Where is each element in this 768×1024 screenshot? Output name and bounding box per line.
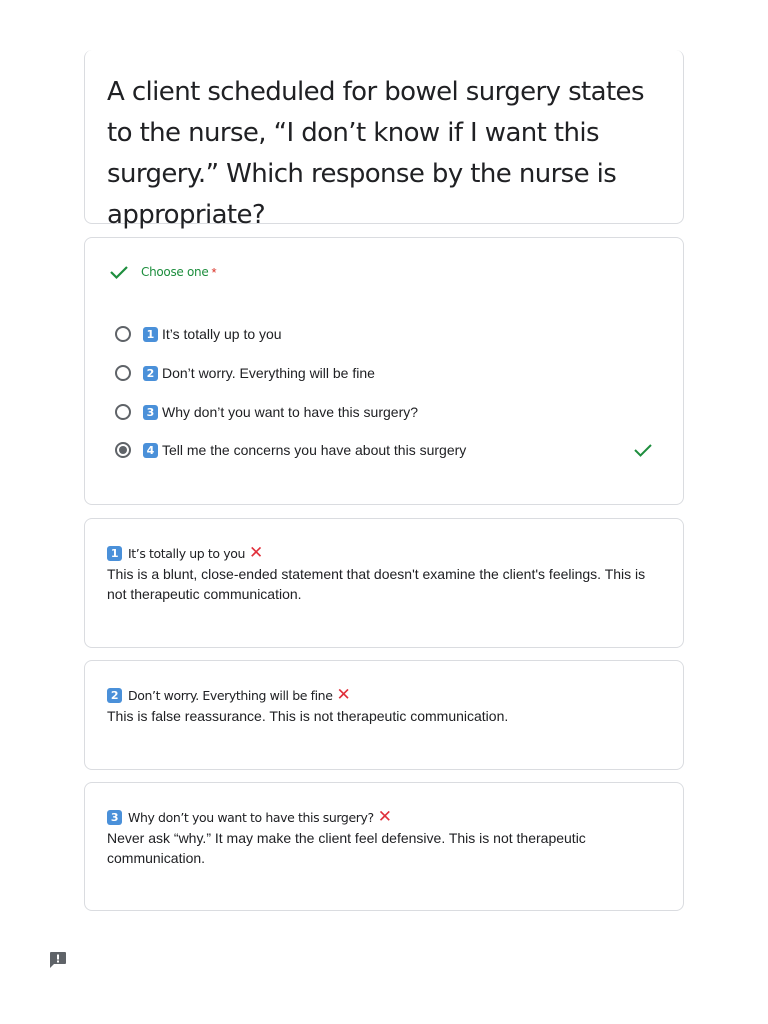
keycap-number-icon: 2 xyxy=(107,688,122,703)
option-label: Tell me the concerns you have about this surgery xyxy=(162,442,467,458)
explanation-card-2 xyxy=(84,660,684,770)
explanation-title: Don’t worry. Everything will be fine xyxy=(128,687,333,703)
radio-button[interactable] xyxy=(115,365,131,381)
keycap-number-icon: 4 xyxy=(143,443,158,458)
explanation-text: This is false reassurance. This is not therapeutic communication. xyxy=(107,708,509,724)
option-4[interactable] xyxy=(115,438,466,462)
option-3[interactable] xyxy=(115,400,418,424)
question-card xyxy=(84,237,684,505)
explanation-text: Never ask “why.” It may make the client feel defensive. This is not therapeutic communication. xyxy=(107,830,586,866)
explanation-card-1 xyxy=(84,518,684,648)
question-header xyxy=(109,264,217,280)
explanation-title: Why don’t you want to have this surgery? xyxy=(128,809,374,825)
keycap-number-icon: 3 xyxy=(107,810,122,825)
keycap-number-icon: 1 xyxy=(107,546,122,561)
option-label: Why don’t you want to have this surgery? xyxy=(162,404,419,420)
question-prompt: Choose one xyxy=(141,265,209,279)
check-icon xyxy=(109,264,129,280)
question-title-card xyxy=(84,50,684,230)
correct-check-icon xyxy=(633,442,653,463)
explanation-text: This is a blunt, close-ended statement that doesn't examine the client's feelings. This is not therapeutic communication. xyxy=(107,566,646,602)
explanation-title: It’s totally up to you xyxy=(128,545,245,561)
required-asterisk: * xyxy=(211,264,217,280)
cross-icon: ✕ xyxy=(377,806,392,827)
keycap-number-icon: 3 xyxy=(143,405,158,420)
explanation-heading xyxy=(107,543,661,563)
option-label: Don’t worry. Everything will be fine xyxy=(162,365,375,381)
cross-icon: ✕ xyxy=(336,684,351,705)
radio-button[interactable] xyxy=(115,326,131,342)
explanation-card-3 xyxy=(84,782,684,911)
option-2[interactable] xyxy=(115,361,375,385)
cross-icon: ✕ xyxy=(249,542,263,563)
option-label: It’s totally up to you xyxy=(162,326,282,342)
question-title: A client scheduled for bowel surgery states to the nurse, “I don’t know if I want this surgery.” Which response by the nurse is appropriate? xyxy=(107,77,644,230)
radio-button[interactable] xyxy=(115,404,131,420)
radio-button-selected[interactable] xyxy=(115,442,131,458)
explanation-heading xyxy=(107,807,661,827)
report-feedback-icon[interactable] xyxy=(48,950,68,975)
option-1[interactable] xyxy=(115,322,282,346)
explanation-heading xyxy=(107,685,661,705)
keycap-number-icon: 1 xyxy=(143,327,158,342)
keycap-number-icon: 2 xyxy=(143,366,158,381)
